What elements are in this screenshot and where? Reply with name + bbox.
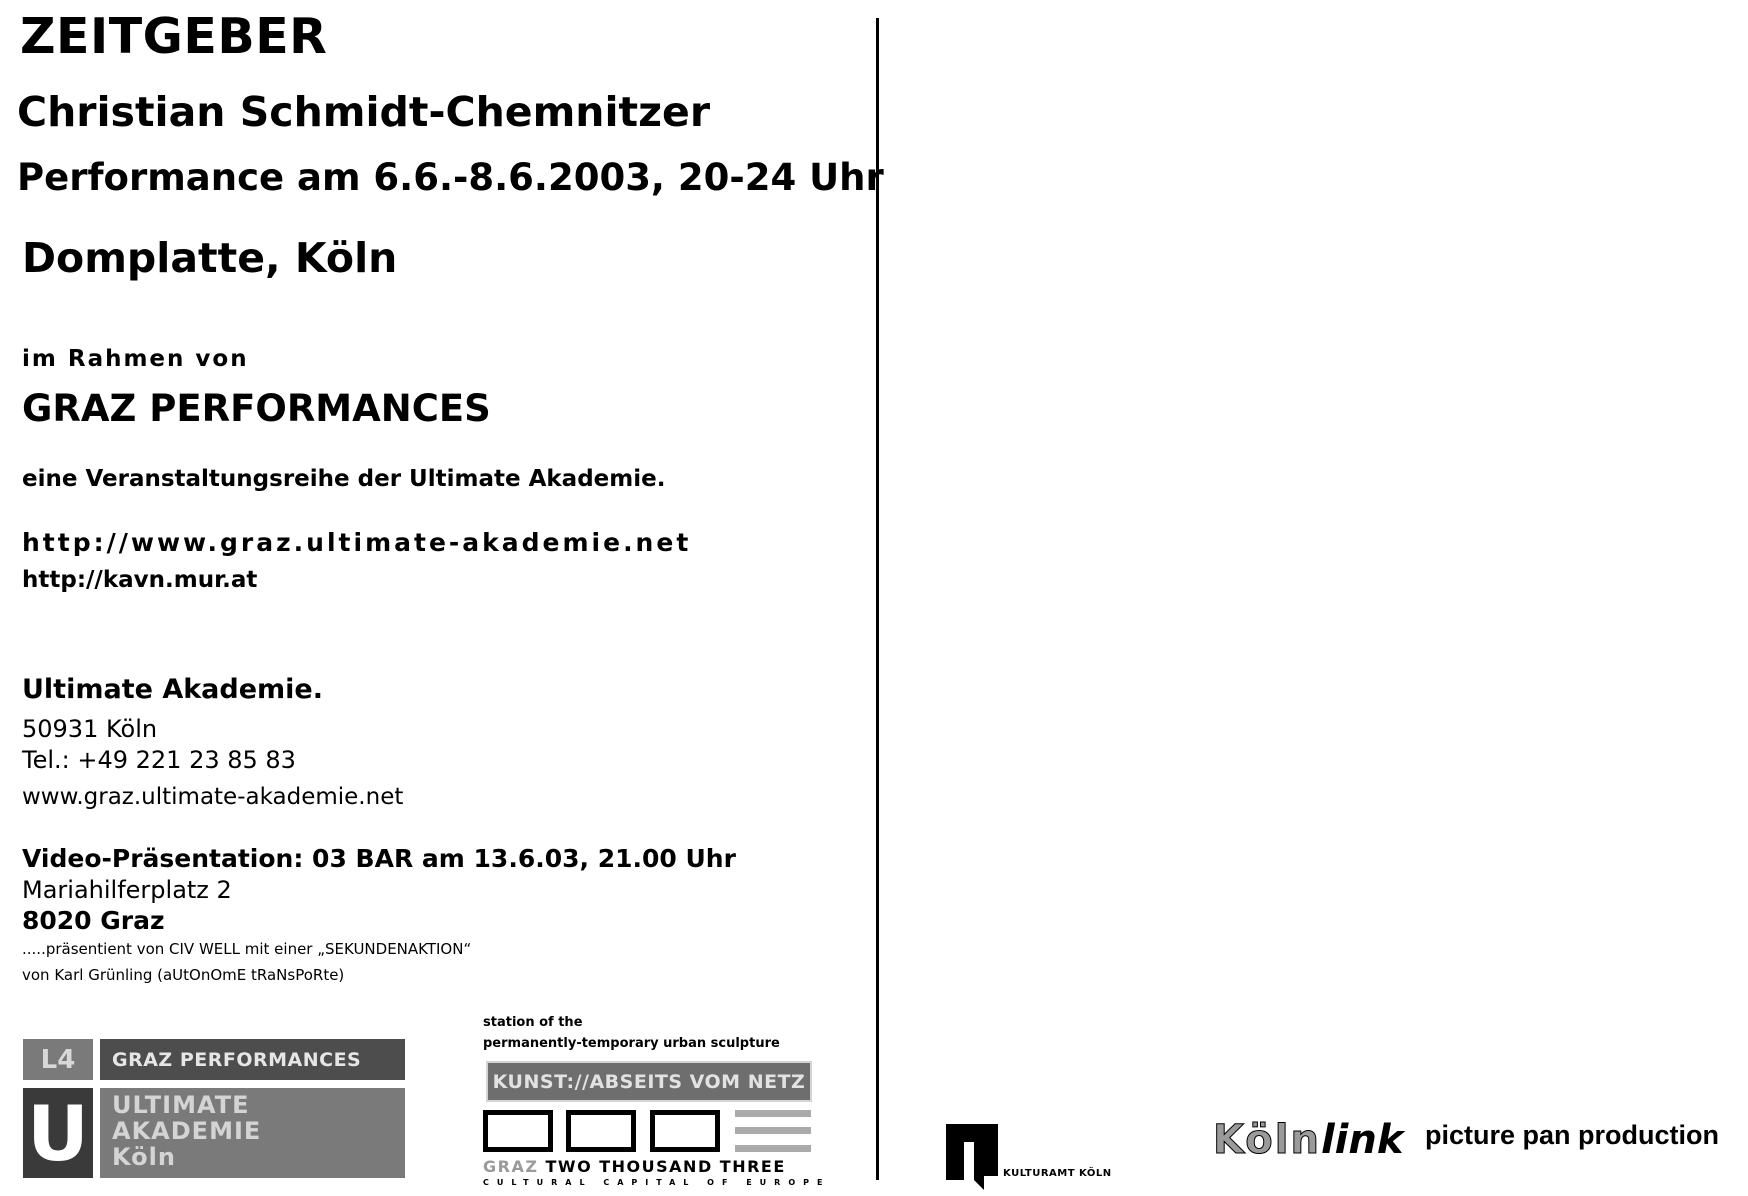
koelnlink-logo: Kölnlink bbox=[1213, 1117, 1404, 1163]
series-description: eine Veranstaltungsreihe der Ultimate Akademie. bbox=[22, 466, 666, 492]
graz-performances-bar: GRAZ PERFORMANCES bbox=[100, 1039, 405, 1080]
series-title: GRAZ PERFORMANCES bbox=[22, 387, 491, 430]
framework-label: im Rahmen von bbox=[22, 346, 249, 372]
kulturamt-logo bbox=[944, 1120, 1134, 1192]
kunst-banner: KUNST://ABSEITS VOM NETZ bbox=[486, 1061, 812, 1102]
video-address: Mariahilferplatz 2 bbox=[22, 876, 232, 904]
contact-phone: Tel.: +49 221 23 85 83 bbox=[22, 746, 296, 774]
ua-line3: Köln bbox=[112, 1143, 176, 1171]
website-link-kavn[interactable]: http://kavn.mur.at bbox=[22, 567, 258, 593]
venue: Domplatte, Köln bbox=[22, 234, 398, 282]
kulturamt-wordmark: KULTURAMT KÖLN bbox=[1003, 1168, 1112, 1179]
contact-postcode: 50931 Köln bbox=[22, 715, 158, 743]
picture-pan-production: picture pan production bbox=[1425, 1120, 1719, 1150]
station-line2: permanently-temporary urban sculpture bbox=[483, 1036, 780, 1051]
video-headline: Video-Präsentation: 03 BAR am 13.6.03, 21.00 Uhr bbox=[22, 844, 736, 873]
website-link-graz[interactable]: http://www.graz.ultimate-akademie.net bbox=[22, 528, 692, 557]
ultimate-akademie-box bbox=[100, 1088, 405, 1178]
video-presented: .....präsentient von CIV WELL mit einer „SEKUNDENAKTION“ bbox=[22, 940, 472, 958]
contact-web[interactable]: www.graz.ultimate-akademie.net bbox=[22, 784, 404, 810]
video-city: 8020 Graz bbox=[22, 906, 165, 935]
square-mark-1 bbox=[483, 1110, 553, 1152]
video-by: von Karl Grünling (aUtOnOmE tRaNsPoRte) bbox=[22, 966, 345, 984]
l4-badge: L4 bbox=[23, 1039, 93, 1080]
stripe-mark bbox=[735, 1110, 811, 1152]
ua-line2: AKADEMIE bbox=[112, 1117, 262, 1145]
artist-name: Christian Schmidt-Chemnitzer bbox=[17, 88, 711, 136]
square-mark-3 bbox=[650, 1110, 720, 1152]
ua-line1: ULTIMATE bbox=[112, 1091, 250, 1119]
contact-org: Ultimate Akademie. bbox=[22, 674, 323, 705]
ultimate-akademie-logo bbox=[23, 1039, 405, 1178]
graz-2003-wordmark: GRAZ TWO THOUSAND THREE bbox=[483, 1157, 786, 1176]
performance-dates: Performance am 6.6.-8.6.2003, 20-24 Uhr bbox=[17, 156, 884, 199]
event-title: ZEITGEBER bbox=[20, 8, 328, 65]
u-badge: U bbox=[23, 1088, 93, 1178]
kulturamt-icon bbox=[944, 1120, 1004, 1192]
cultural-capital-text: CULTURAL CAPITAL OF EUROPE bbox=[483, 1178, 831, 1187]
graz-2003-logo bbox=[483, 1015, 831, 1187]
square-mark-2 bbox=[566, 1110, 636, 1152]
station-line1: station of the bbox=[483, 1015, 583, 1030]
